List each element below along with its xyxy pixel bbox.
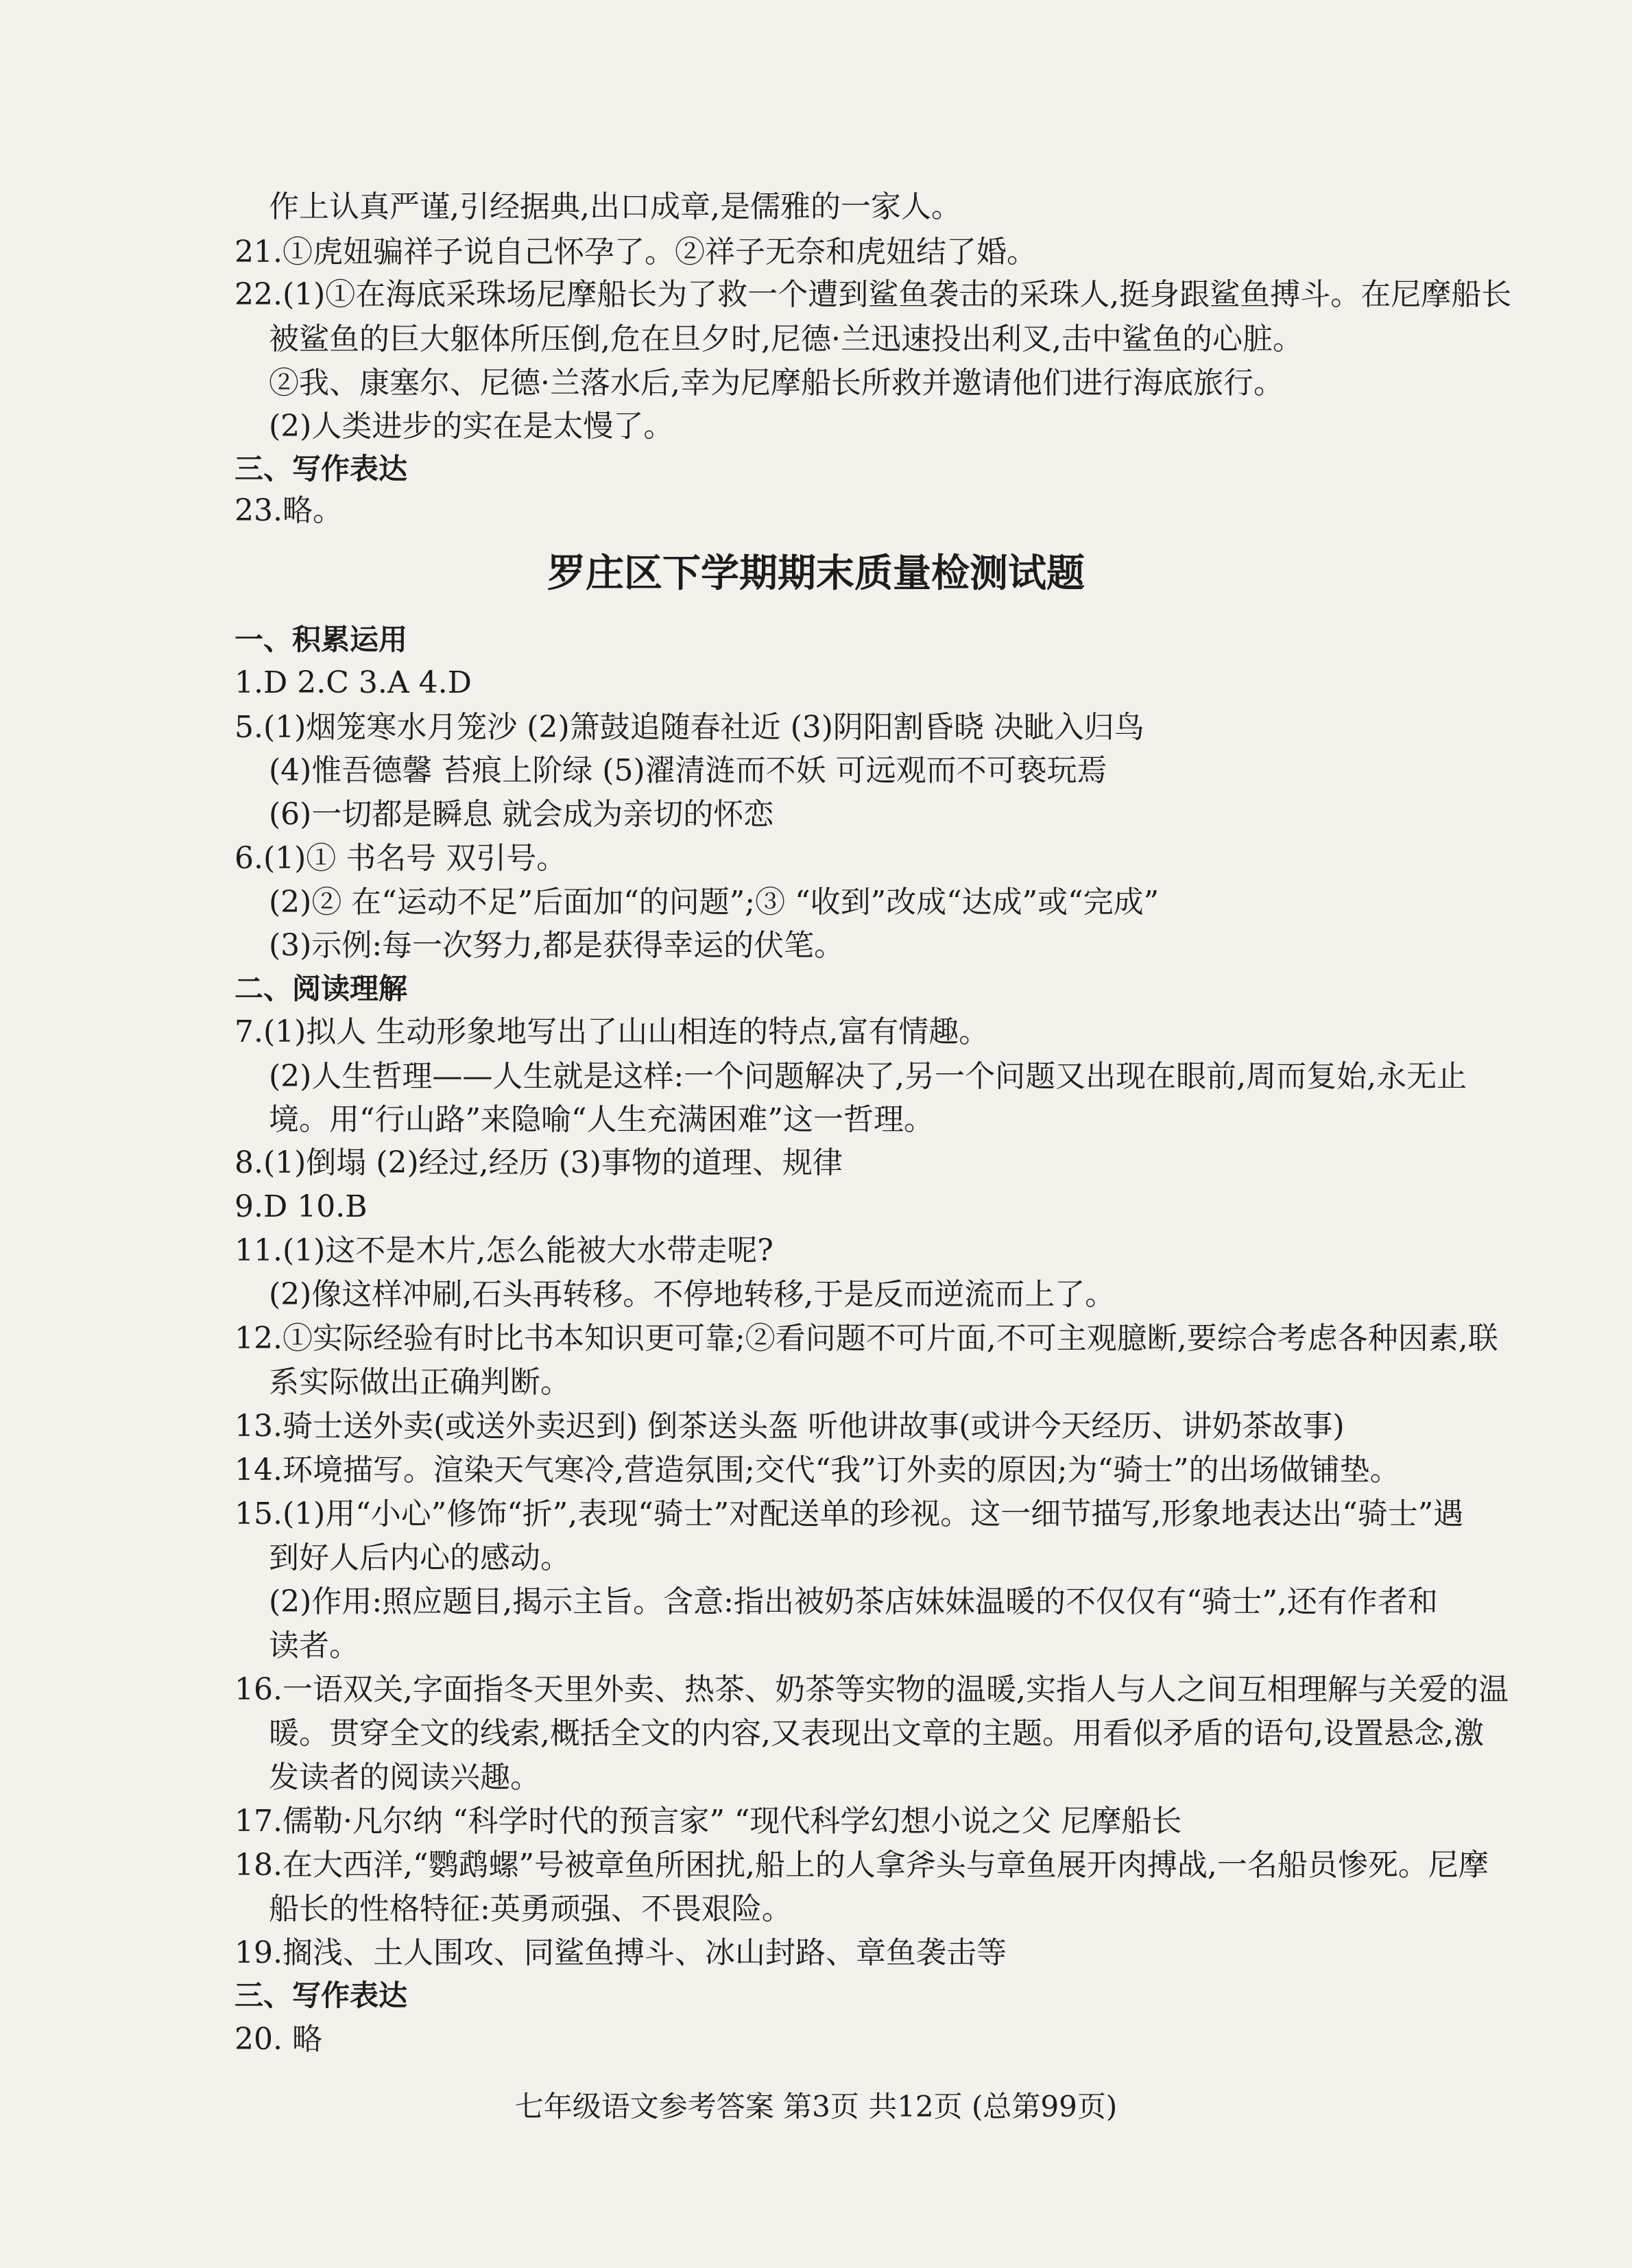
page-footer: 七年级语文参考答案 第3页 共12页 (总第99页) [514,2090,1118,2123]
text-line: ②我、康塞尔、尼德·兰落水后,幸为尼摩船长所救并邀请他们进行海底旅行。 [269,366,1284,401]
text-line: 发读者的阅读兴趣。 [269,1760,540,1795]
text-line: 12.①实际经验有时比书本知识更可靠;②看问题不可片面,不可主观臆断,要综合考虑各种因素,联 [235,1321,1498,1356]
text-line: 9.D 10.B [235,1189,368,1224]
text-line: (2)像这样冲刷,石头再转移。不停地转移,于是反而逆流而上了。 [269,1277,1116,1312]
text-line: 读者。 [269,1628,359,1663]
section-heading: 一、积累运用 [235,623,408,656]
text-line: 11.(1)这不是木片,怎么能被大水带走呢? [235,1233,773,1268]
text-line: 7.(1)拟人 生动形象地写出了山山相连的特点,富有情趣。 [235,1014,989,1049]
text-line: 23.略。 [235,493,343,528]
section-heading: 二、阅读理解 [235,972,408,1005]
text-line: 作上认真严谨,引经据典,出口成章,是儒雅的一家人。 [269,189,961,224]
text-line: 19.搁浅、土人围攻、同鲨鱼搏斗、冰山封路、章鱼袭击等 [235,1935,1007,1970]
text-line: 22.(1)①在海底采珠场尼摩船长为了救一个遭到鲨鱼袭击的采珠人,挺身跟鲨鱼搏斗。在尼摩船长 [235,277,1512,312]
text-line: 17.儒勒·凡尔纳 “科学时代的预言家” “现代科学幻想小说之父 尼摩船长 [235,1804,1182,1839]
text-line: (6)一切都是瞬息 就会成为亲切的怀恋 [269,797,774,832]
text-line: 系实际做出正确判断。 [269,1365,571,1400]
text-line: 8.(1)倒塌 (2)经过,经历 (3)事物的道理、规律 [235,1145,843,1180]
text-line: (2)② 在“运动不足”后面加“的问题”;③ “收到”改成“达成”或“完成” [269,885,1160,920]
text-line: 13.骑士送外卖(或送外卖迟到) 倒茶送头盔 听他讲故事(或讲今天经历、讲奶茶故事) [235,1409,1345,1444]
text-line: 16.一语双关,字面指冬天里外卖、热茶、奶茶等实物的温暖,实指人与人之间互相理解与关爱的温 [235,1672,1509,1707]
text-line: (3)示例:每一次努力,都是获得幸运的伏笔。 [269,928,845,963]
text-line: (2)人类进步的实在是太慢了。 [269,409,674,444]
text-line: (2)人生哲理——人生就是这样:一个问题解决了,另一个问题又出现在眼前,周而复始,永无止 [269,1059,1467,1094]
text-line: (2)作用:照应题目,揭示主旨。含意:指出被奶茶店妹妹温暖的不仅仅有“骑士”,还有作者和 [269,1584,1438,1619]
exam-title: 罗庄区下学期期末质量检测试题 [547,551,1085,596]
text-line: 境。用“行山路”来隐喻“人生充满困难”这一哲理。 [269,1102,934,1137]
text-line: 20. 略 [235,2022,322,2057]
text-line: 1.D 2.C 3.A 4.D [235,665,472,700]
text-line: 暖。贯穿全文的线索,概括全文的内容,又表现出文章的主题。用看似矛盾的语句,设置悬念,激 [269,1716,1484,1751]
section-heading: 三、写作表达 [235,452,408,486]
text-line: 被鲨鱼的巨大躯体所压倒,危在旦夕时,尼德·兰迅速投出利叉,击中鲨鱼的心脏。 [269,322,1303,357]
text-line: (4)惟吾德馨 苔痕上阶绿 (5)濯清涟而不妖 可远观而不可亵玩焉 [269,753,1107,788]
text-line: 5.(1)烟笼寒水月笼沙 (2)箫鼓追随春社近 (3)阴阳割昏晓 决眦入归鸟 [235,710,1144,745]
section-heading: 三、写作表达 [235,1979,408,2012]
text-line: 6.(1)① 书名号 双引号。 [235,841,567,876]
text-line: 18.在大西洋,“鹦鹉螺”号被章鱼所困扰,船上的人拿斧头与章鱼展开肉搏战,一名船员惨死。尼摩 [235,1848,1489,1883]
text-line: 到好人后内心的感动。 [269,1540,571,1575]
text-line: 15.(1)用“小心”修饰“折”,表现“骑士”对配送单的珍视。这一细节描写,形象地表达出“骑士”遇 [235,1496,1464,1531]
text-line: 14.环境描写。渲染天气寒冷,营造氛围;交代“我”订外卖的原因;为“骑士”的出场做铺垫。 [235,1453,1400,1488]
text-line: 21.①虎妞骗祥子说自己怀孕了。②祥子无奈和虎妞结了婚。 [235,235,1037,270]
text-line: 船长的性格特征:英勇顽强、不畏艰险。 [269,1891,792,1926]
